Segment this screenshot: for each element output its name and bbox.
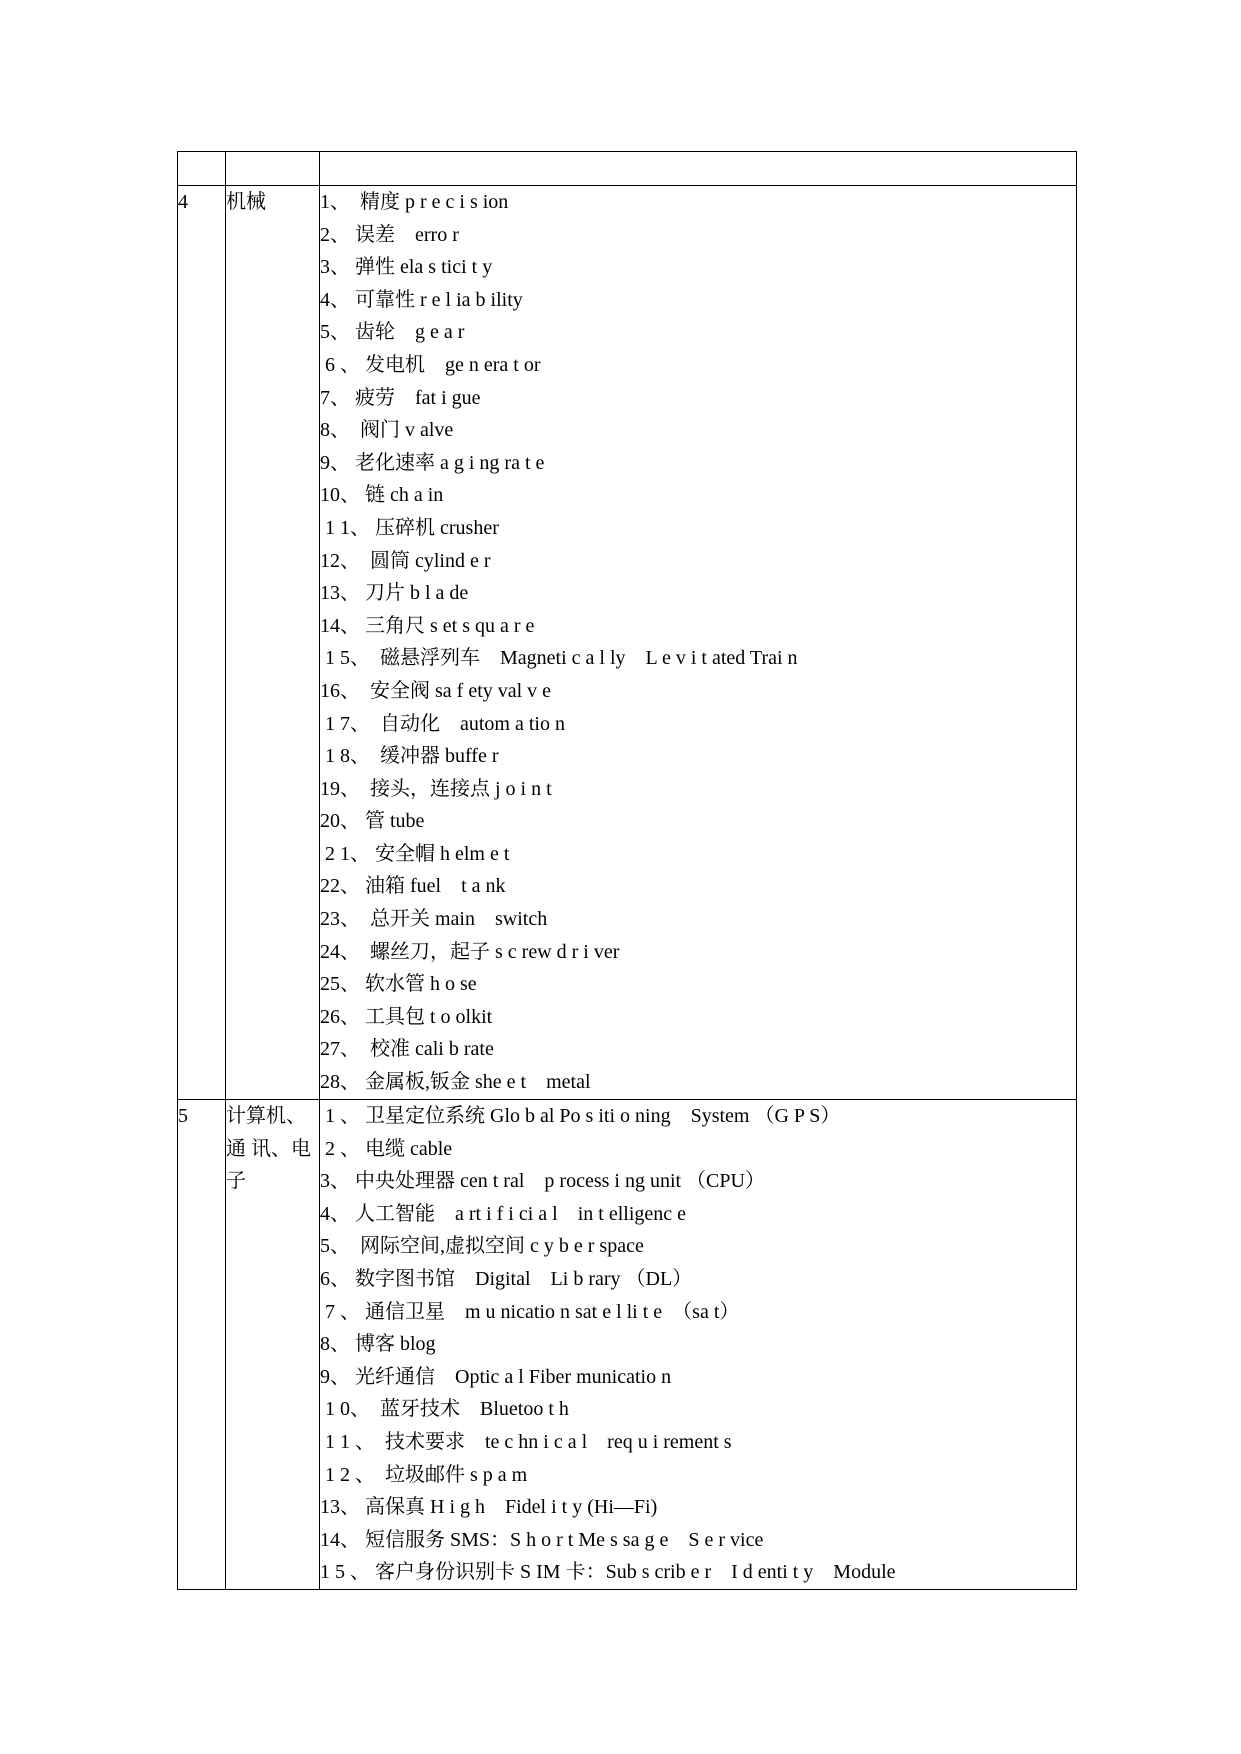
header-row <box>178 152 1077 186</box>
vocabulary-table <box>177 151 1077 1590</box>
term-item: 1 8、 缓冲器 buffe r <box>320 745 499 768</box>
term-item: 6 、 发电机 ge n era t or <box>320 353 541 376</box>
term-item: 3、 中央处理器 cen t ral p rocess i ng unit （CPU） <box>320 1170 765 1193</box>
term-item: 1 5 、 客户身份识别卡 S IM 卡：Sub s crib e r I d enti t y Module <box>320 1561 896 1584</box>
term-item: 1 7、 自动化 autom a tio n <box>320 712 565 735</box>
term-item: 8、 博客 blog <box>320 1333 436 1356</box>
term-item: 13、 刀片 b l a de <box>320 582 469 605</box>
term-item: 27、 校准 cali b rate <box>320 1038 494 1061</box>
section-category: 计算机、通 讯、电子 <box>226 1100 320 1590</box>
term-item: 3、 弹性 ela s tici t y <box>320 256 493 279</box>
term-item: 2、 误差 erro r <box>320 223 459 246</box>
term-item: 1 1 、 技术要求 te c hn i c a l req u i rement s <box>320 1430 732 1453</box>
term-item: 20、 管 tube <box>320 810 425 833</box>
term-item: 14、 三角尺 s et s qu a r e <box>320 614 535 637</box>
term-item: 2 、 电缆 cable <box>320 1137 453 1160</box>
term-item: 2 1、 安全帽 h elm e t <box>320 842 510 865</box>
section-row-computing <box>178 1100 1077 1590</box>
section-number: 5 <box>178 1100 226 1590</box>
term-item: 13、 高保真 H i g h Fidel i t y (Hi—Fi) <box>320 1496 658 1519</box>
term-item: 1 5、 磁悬浮列车 Magneti c a l ly L e v i t ated Trai n <box>320 647 798 670</box>
header-cell-number <box>178 152 226 186</box>
term-item: 9、 光纤通信 Optic a l Fiber municatio n <box>320 1365 672 1388</box>
term-item: 10、 链 ch a in <box>320 484 444 507</box>
header-cell-category <box>226 152 320 186</box>
term-item: 1、 精度 p r e c i s ion <box>320 191 509 213</box>
term-item: 1 1、 压碎机 crusher <box>320 516 499 539</box>
term-item: 26、 工具包 t o olkit <box>320 1005 493 1028</box>
section-category: 机械 <box>226 186 320 1100</box>
term-item: 8、 阀门 v alve <box>320 419 454 442</box>
term-item: 1 、 卫星定位系统 Glo b al Po s iti o ning System （G P S） <box>320 1105 841 1127</box>
term-list <box>320 186 1076 1099</box>
term-list <box>320 1100 1076 1589</box>
section-terms <box>320 1100 1077 1590</box>
term-item: 6、 数字图书馆 Digital Li b rary （DL） <box>320 1267 693 1290</box>
term-item: 23、 总开关 main switch <box>320 908 548 931</box>
term-item: 5、 齿轮 g e a r <box>320 321 465 344</box>
term-item: 24、 螺丝刀，起子 s c rew d r i ver <box>320 940 620 963</box>
term-item: 22、 油箱 fuel t a nk <box>320 875 506 898</box>
header-cell-terms <box>320 152 1077 186</box>
term-item: 16、 安全阀 sa f ety val v e <box>320 679 552 702</box>
term-item: 1 2 、 垃圾邮件 s p a m <box>320 1463 528 1486</box>
section-terms <box>320 186 1077 1100</box>
term-item: 7 、 通信卫星 m u nicatio n sat e l li t e （sa t） <box>320 1300 740 1323</box>
section-number: 4 <box>178 186 226 1100</box>
term-item: 14、 短信服务 SMS：S h o r t Me s sa g e S e r vice <box>320 1528 764 1551</box>
term-item: 19、 接头，连接点 j o i n t <box>320 777 552 800</box>
term-item: 4、 人工智能 a rt i f i ci a l in t elligenc e <box>320 1202 687 1225</box>
term-item: 5、 网际空间,虚拟空间 c y b e r space <box>320 1235 644 1258</box>
term-item: 4、 可靠性 r e l ia b ility <box>320 288 523 311</box>
term-item: 9、 老化速率 a g i ng ra t e <box>320 451 545 474</box>
term-item: 12、 圆筒 cylind e r <box>320 549 491 572</box>
term-item: 25、 软水管 h o se <box>320 973 477 996</box>
term-item: 7、 疲劳 fat i gue <box>320 386 481 409</box>
term-item: 28、 金属板,钣金 she e t metal <box>320 1071 591 1094</box>
section-row-machinery <box>178 186 1077 1100</box>
term-item: 1 0、 蓝牙技术 Bluetoo t h <box>320 1398 569 1421</box>
